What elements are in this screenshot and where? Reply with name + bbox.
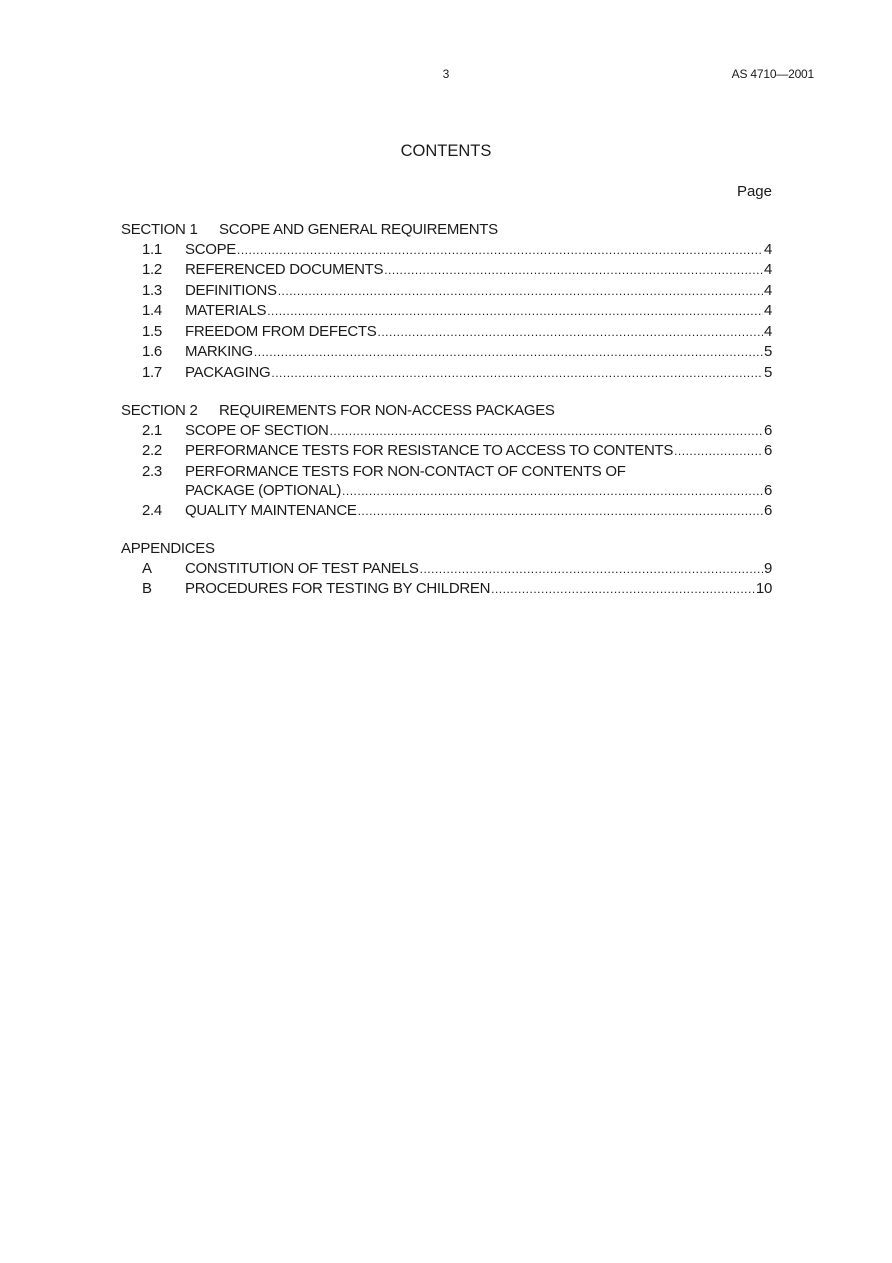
section-heading[interactable] xyxy=(121,220,772,240)
toc-entry-title: REFERENCED DOCUMENTS xyxy=(185,261,384,278)
toc-entry[interactable] xyxy=(121,322,772,343)
toc-entry-title: FREEDOM FROM DEFECTS xyxy=(185,322,377,340)
section-heading[interactable] xyxy=(121,401,772,421)
toc-entry[interactable] xyxy=(121,363,772,384)
toc-section-1 xyxy=(121,220,772,383)
toc-entry-title: QUALITY MAINTENANCE xyxy=(185,501,357,519)
dot-leader xyxy=(420,560,763,580)
toc-entry-title: MATERIALS xyxy=(185,302,267,319)
dot-leader xyxy=(491,580,755,600)
toc-entry-number: 2.1 xyxy=(142,421,162,439)
toc-entry[interactable] xyxy=(121,260,772,281)
toc-entry-page: 6 xyxy=(763,442,772,459)
section-label: APPENDICES xyxy=(121,540,215,557)
toc-entry-page: 6 xyxy=(763,482,772,499)
toc-entry[interactable] xyxy=(121,579,772,600)
toc-entry-number: 1.6 xyxy=(142,343,162,360)
toc-entry[interactable] xyxy=(121,281,772,302)
toc-entry-page: 4 xyxy=(763,281,772,299)
toc-entry-title: SCOPE xyxy=(185,240,237,258)
toc-entry[interactable] xyxy=(121,559,772,580)
dot-leader xyxy=(384,261,763,281)
toc-entry[interactable] xyxy=(121,441,772,462)
toc-entry-number: 1.3 xyxy=(142,281,162,299)
dot-leader xyxy=(358,502,763,522)
toc-entry-number: 1.5 xyxy=(142,322,162,340)
page-number: 3 xyxy=(442,67,450,81)
toc-entry[interactable] xyxy=(121,342,772,363)
toc-entry-page: 6 xyxy=(763,421,772,439)
toc-entry-number: 1.4 xyxy=(142,302,162,319)
dot-leader xyxy=(237,241,763,261)
page-column-label: Page xyxy=(736,183,772,200)
toc-entry-page: 4 xyxy=(763,302,772,319)
dot-leader xyxy=(342,482,763,502)
section-title: REQUIREMENTS FOR NON-ACCESS PACKAGES xyxy=(219,402,555,419)
section-title: SCOPE AND GENERAL REQUIREMENTS xyxy=(219,221,498,238)
toc-entry-number: 2.2 xyxy=(142,442,162,459)
toc-entry-title: DEFINITIONS xyxy=(185,281,277,299)
dot-leader xyxy=(271,364,763,384)
dot-leader xyxy=(278,282,763,302)
toc-entry-number: 1.2 xyxy=(142,261,162,278)
dot-leader xyxy=(378,323,763,343)
section-label: SECTION 2 xyxy=(121,402,198,419)
dot-leader xyxy=(254,343,763,363)
dot-leader xyxy=(330,422,763,442)
toc-entry-number: B xyxy=(142,580,152,597)
toc-entry-page: 4 xyxy=(763,261,772,278)
toc-entry[interactable] xyxy=(121,462,772,501)
toc-entry-number: 2.3 xyxy=(142,462,162,480)
toc-entry-number: 1.1 xyxy=(142,240,162,258)
toc-section-appendices xyxy=(121,539,772,600)
toc-entry-title: MARKING xyxy=(185,343,253,360)
toc-entry-number: A xyxy=(142,559,152,577)
toc-entry-number: 2.4 xyxy=(142,501,162,519)
contents-title: CONTENTS xyxy=(400,142,492,160)
dot-leader xyxy=(267,302,763,322)
toc-entry-page: 4 xyxy=(763,322,772,340)
toc-entry-title: PERFORMANCE TESTS FOR RESISTANCE TO ACCESS TO CONTENTS xyxy=(185,442,674,459)
toc-entry-title: SCOPE OF SECTION xyxy=(185,421,329,439)
toc-entry-number: 1.7 xyxy=(142,363,162,381)
toc-entry-title: PROCEDURES FOR TESTING BY CHILDREN xyxy=(185,580,491,597)
toc-entry[interactable] xyxy=(121,501,772,522)
toc-entry-title-continued: PACKAGE (OPTIONAL) xyxy=(185,482,342,499)
section-heading[interactable] xyxy=(121,539,772,559)
toc-entry[interactable] xyxy=(121,421,772,442)
table-of-contents xyxy=(121,220,772,618)
toc-entry-page: 5 xyxy=(763,363,772,381)
section-label: SECTION 1 xyxy=(121,221,198,238)
toc-entry-title: CONSTITUTION OF TEST PANELS xyxy=(185,559,419,577)
toc-entry[interactable] xyxy=(121,301,772,322)
toc-entry-page: 6 xyxy=(763,501,772,519)
toc-section-2 xyxy=(121,401,772,521)
toc-entry-title: PERFORMANCE TESTS FOR NON-CONTACT OF CONTENTS OF xyxy=(185,462,626,480)
toc-entry-page: 10 xyxy=(755,580,772,597)
toc-entry-page: 4 xyxy=(763,240,772,258)
toc-entry[interactable] xyxy=(121,240,772,261)
dot-leader xyxy=(674,442,763,462)
standard-reference: AS 4710—2001 xyxy=(731,67,814,81)
toc-entry-page: 9 xyxy=(763,559,772,577)
toc-entry-page: 5 xyxy=(763,343,772,360)
toc-entry-title: PACKAGING xyxy=(185,363,271,381)
